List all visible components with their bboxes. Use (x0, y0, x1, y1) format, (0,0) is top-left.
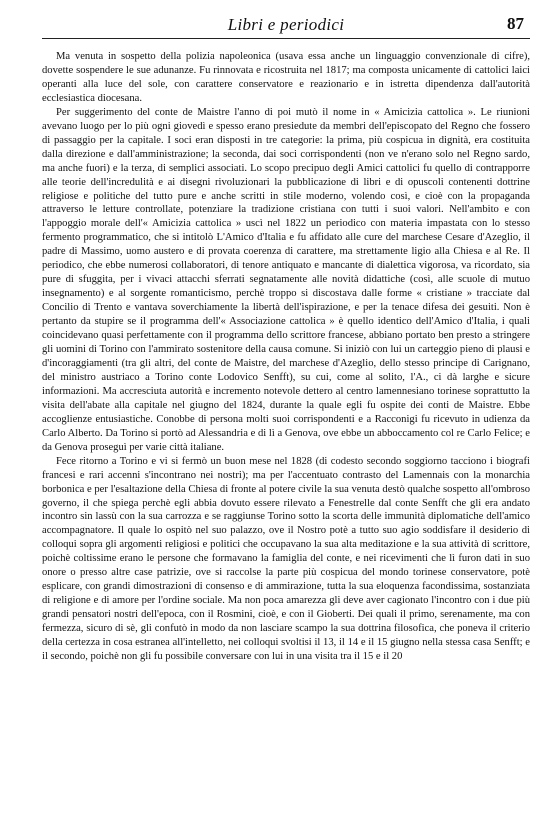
body-text (42, 50, 530, 664)
paragraph: Ma venuta in sospetto della polizia napoleonica (usava essa anche un linguaggio convenzionale di cifre), dovette sospendere le sue adunanze. Fu rinnovata e ricostruita nel 1817; ma composta unicamente di cattolici laici operanti alla luce del sole, con carattere conservatore e reazionario e in istretta dipendenza dall'autorità ecclesiastica diocesana. (42, 51, 530, 104)
paragraph: Fece ritorno a Torino e vi si fermò un buon mese nel 1828 (di codesto secondo soggiorno tacciono i biografi francesi e rari accenni s'incontrano nei nostri); ma per l'accentuato contrasto del Lamennais con la monarchia borbonica e per l'esaltazione della Chiesa di fronte al potere civile la sua venuta destò qualche sospetto all'ombroso governo, il che spiega perchè egli abbia dovuto essere rilevato a Fenestrelle dal conte Senfft che gli era andato incontro sin lassù con la sua carrozza e se raggiunse Torino sotto la scorta delle immunità diplomatiche dell'amico accompagnatore. Il quale lo ospitò nel suo palazzo, ove il Nostro potè a tutto suo agio soddisfare il desiderio di colloqui sopra gli argomenti religiosi e politici che occupavano la sua alta meditazione e la sua attività di scrittore, poichè coltissime erano le persone che formavano la famiglia del conte, e nei ricevimenti che lì furon dati in suo onore o presso altre case patrizie, ove si raccolse la parte più cospicua del mondo torinese conservatore, potè esplicare, con grandi dimostrazioni di consenso e di ammirazione, tutta la sua eloquenza facondissima, sostanziata di religione e di amore per l'ordine sociale. Ma non poca amarezza gli deve aver cagionato l'incontro con i due più grandi pensatori nostri dell'epoca, con il Rosmini, cioè, e con il Gioberti. Dei quali il primo, serenamente, ma con fermezza, sicuro di sè, gli confutò in modo da non lasciare scampo la sua dottrina filosofica, che poneva il criterio della certezza in cosa estranea all'intelletto, nei colloqui svoltisi il 13, il 14 e il 15 giugno nella stessa casa Senfft; e il secondo, poichè non gli fu possibile conversare con lui in una visita tra il 15 e il 20 (42, 455, 530, 662)
page-number: 87 (507, 14, 524, 33)
paragraph: Per suggerimento del conte de Maistre l'anno di poi mutò il nome in « Amicizia cattolica ». Le riunioni avevano luogo per lo più ogni giovedì e spesso erano presiedute da membri dell'episcopato del Regno che fossero di passaggio per la capitale. I soci eran disposti in tre categorie: la prima, più cospicua in dignità, era costituita dalla direzione e dall'amministrazione; la seconda, dai soci corrispondenti (non ve n'erano solo nel Regno sardo, ma anche fuori) e la terza, di semplici associati. Lo scopo precipuo degli Amici cattolici fu quello di contrapporre alle teorie dell'incredulità e ai disegni rivoluzionari la pubblicazione di libri e di opuscoli contenenti dottrine religiose e politiche del tutto pure e anche scritti in stile moderno, volendo così, e cioè con la propaganda attraverso le letture controllate, potenziare la tradizione cristiana con tutti i suoi valori. Nell'ambito e con l'appoggio morale dell'« Amicizia cattolica » uscì nel 1822 un periodico con materia impastata con lo stesso fermento programmatico, che si intitolò L'Amico d'Italia e fu affidato alle cure del marchese Cesare d'Azeglio, il padre di Massimo, uomo austero e di provata coerenza di carattere, ma strettamente ligio alla Chiesa e al Re. Il periodico, che ebbe numerosi collaboratori, di tenore antiquato e mancante di dialettica vigorosa, va ricordato, sia pure di sfuggita, per i vivaci attacchi sferrati segnatamente alle novità didattiche (così, alle scuole di mutuo insegnamento) e al sorgente romanticismo, perchè troppo si discostava dalle forme « cristiane » tracciate dal Concilio di Trento e vantava soverchiamente la libertà dell'ispirazione, e per la tenace difesa dei gesuiti. Non è pertanto da stupire se il programma dell'« Associazione cattolica » è quello identico dell'Amico d'Italia, i quali coincidevano quasi perfettamente con il programma dello scrittore francese, abbiano portato ben presto a stringere gli uomini di Torino con l'ammirato sostenitore della causa comune. Si iniziò con lui un carteggio pieno di plausi e d'incoraggiamenti (tra gli altri, del conte de Maistre, del marchese d'Azeglio, dello stesso principe di Carignano, del ministro austriaco a Torino conte Lodovico Senfft), su cui, come al solito, l'A., ci dà larghe e sicure informazioni. Ma accresciuta autorità e incremento notevole dettero al centro lamennesiano torinese soprattutto la visita dell'abate alla capitale nel giugno del 1824, durante la quale egli fu ospite dei conti de Maistre. Ebbe accoglienze entusiastiche. Conobbe di persona molti suoi corrispondenti e a Racconigi fu ricevuto in udienza da Carlo Alberto. Da Torino si portò ad Alessandria e di lì a Genova, ove ebbe un abboccamento col re Carlo Felice; e da Genova proseguì per varie città italiane. (42, 106, 530, 453)
running-header (42, 14, 530, 39)
running-title: Libri e periodici (227, 15, 345, 34)
